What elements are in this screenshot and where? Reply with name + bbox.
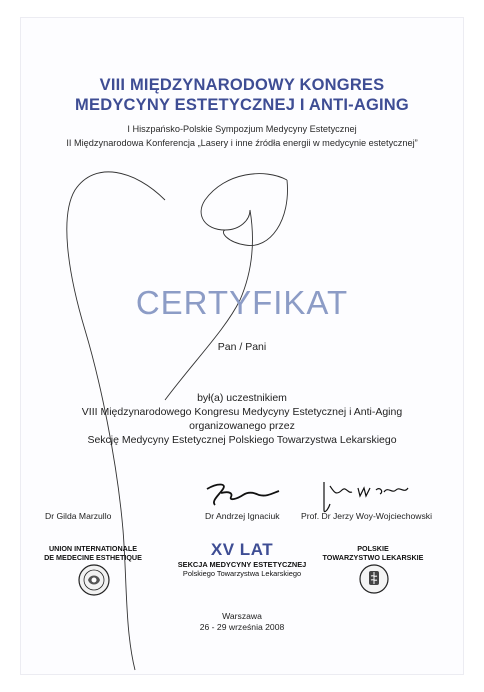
right-org-line-1: POLSKIE xyxy=(357,544,389,553)
left-org-line-2: DE MEDECINE ESTHETIQUE xyxy=(44,552,142,562)
right-org-name xyxy=(318,545,428,562)
event-city: Warszawa xyxy=(222,611,262,621)
signature-name-marzullo: Dr Gilda Marzullo xyxy=(45,511,112,521)
participation-line-3: organizowanego przez xyxy=(189,420,295,432)
subtitle-line-2: II Międzynarodowa Konferencja „Lasery i inne źródła energii w medycynie estetycznej” xyxy=(66,138,418,148)
signature-name-ignaciuk: Dr Andrzej Ignaciuk xyxy=(205,511,280,521)
event-dates: 26 - 29 września 2008 xyxy=(199,622,285,632)
section-name: SEKCJA MEDYCYNY ESTETYCZNEJ xyxy=(177,560,307,569)
participation-line-1: był(a) uczestnikiem xyxy=(197,392,287,404)
fifteen-years-heading: XV LAT xyxy=(210,540,274,559)
ptl-seal-icon xyxy=(359,564,389,594)
signature-woy-wojciechowski xyxy=(318,476,410,516)
salutation: Pan / Pani xyxy=(217,341,267,353)
right-org-line-2: TOWARZYSTWO LEKARSKIE xyxy=(322,552,424,562)
signature-name-woy-wojciechowski: Prof. Dr Jerzy Woy-Wojciechowski xyxy=(301,511,432,521)
section-society: Polskiego Towarzystwa Lekarskiego xyxy=(182,569,302,578)
participation-line-4: Sekcję Medycyny Estetycznej Polskiego Towarzystwa Lekarskiego xyxy=(87,434,397,446)
signature-ignaciuk xyxy=(203,479,283,509)
subtitle-line-1: I Hiszpańsko-Polskie Sympozjum Medycyny Estetycznej xyxy=(127,124,357,134)
title-line-1: VIII MIĘDZYNARODOWY KONGRES xyxy=(99,76,385,94)
certificate-heading: CERTYFIKAT xyxy=(135,284,349,321)
participation-line-2: VIII Międzynarodowego Kongresu Medycyny Estetycznej i Anti-Aging xyxy=(81,406,403,418)
left-org-line-1: UNION INTERNATIONALE xyxy=(48,544,138,553)
title-line-2: MEDYCYNY ESTETYCZNEJ I ANTI-AGING xyxy=(75,96,409,114)
